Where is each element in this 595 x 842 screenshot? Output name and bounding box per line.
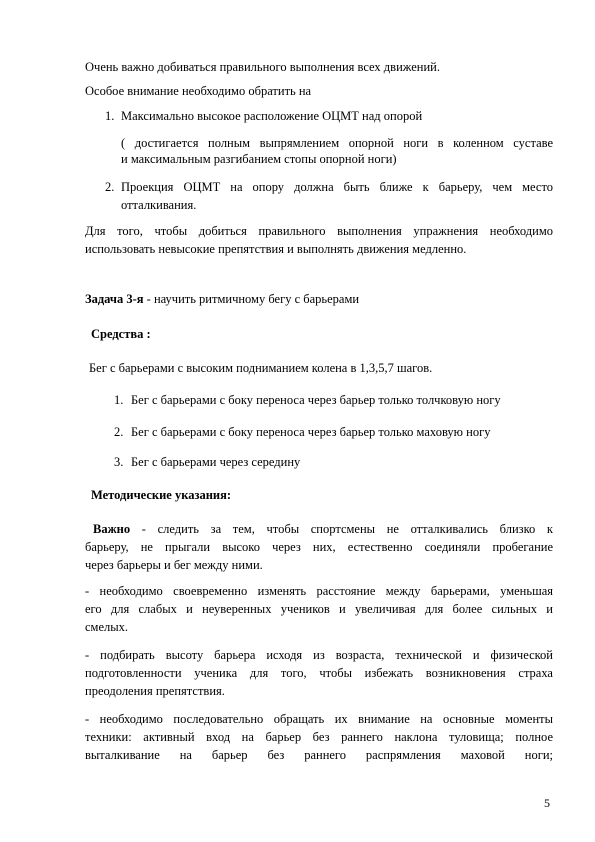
paragraph: через барьеры и бег между ними. — [85, 558, 263, 572]
task-heading — [85, 292, 359, 307]
list-item: Бег с барьерами через середину — [131, 455, 301, 469]
list-item: Максимально высокое расположение ОЦМТ над опорой — [121, 109, 423, 123]
paragraph: выталкивание на барьер без раннего распрямления маховой ноги; — [85, 748, 553, 762]
list-item: Бег с барьерами с боку переноса через барьер только маховую ногу — [131, 425, 491, 439]
section-heading: Методические указания: — [91, 488, 232, 502]
paragraph: подготовленности ученика для того, чтобы избежать возникновения страха — [85, 666, 553, 680]
list-number: 1. — [105, 109, 115, 123]
task-text: - научить ритмичному бегу с барьерами — [143, 292, 360, 306]
list-item-note: ( достигается полным выпрямлением опорной ноги в коленном суставе — [121, 136, 553, 150]
list-item: Бег с барьерами с боку переноса через барьер только толчковую ногу — [131, 393, 501, 407]
important-text: - следить за тем, чтобы спортсмены не отталкивались близко к — [130, 522, 553, 536]
list-item: Проекция ОЦМТ на опору должна быть ближе к барьеру, чем место — [121, 180, 553, 194]
section-heading: Средства : — [91, 327, 151, 341]
paragraph: Очень важно добиваться правильного выполнения всех движений. — [85, 60, 440, 74]
paragraph: техники: активный вход на барьер без раннего наклона туловища; полное — [85, 730, 553, 744]
paragraph: - необходимо последовательно обращать их внимание на основные моменты — [85, 712, 553, 726]
page-number: 5 — [544, 796, 550, 810]
list-number: 2. — [105, 180, 115, 194]
paragraph: его для слабых и неуверенных учеников и увеличивая для более сильных и — [85, 602, 553, 616]
paragraph: преодоления препятствия. — [85, 684, 225, 698]
paragraph: Бег с барьерами с высоким подниманием колена в 1,3,5,7 шагов. — [89, 361, 433, 375]
paragraph: - необходимо своевременно изменять расстояние между барьерами, уменьшая — [85, 584, 553, 598]
paragraph: Для того, чтобы добиться правильного выполнения упражнения необходимо — [85, 224, 553, 238]
list-number: 1. — [114, 393, 124, 407]
list-number: 3. — [114, 455, 124, 469]
paragraph: использовать невысокие препятствия и выполнять движения медленно. — [85, 242, 467, 256]
paragraph: смелых. — [85, 620, 129, 634]
paragraph: Особое внимание необходимо обратить на — [85, 84, 312, 98]
list-item: отталкивания. — [121, 198, 197, 212]
paragraph — [85, 522, 553, 537]
list-item-note: и максимальным разгибанием стопы опорной ноги) — [121, 152, 397, 166]
paragraph: - подбирать высоту барьера исходя из возраста, технической и физической — [85, 648, 553, 662]
important-label: Важно — [93, 522, 131, 536]
task-label: Задача 3-я — [85, 292, 144, 306]
list-number: 2. — [114, 425, 124, 439]
paragraph: барьеру, не прыгали высоко через них, естественно соединяли пробегание — [85, 540, 553, 554]
